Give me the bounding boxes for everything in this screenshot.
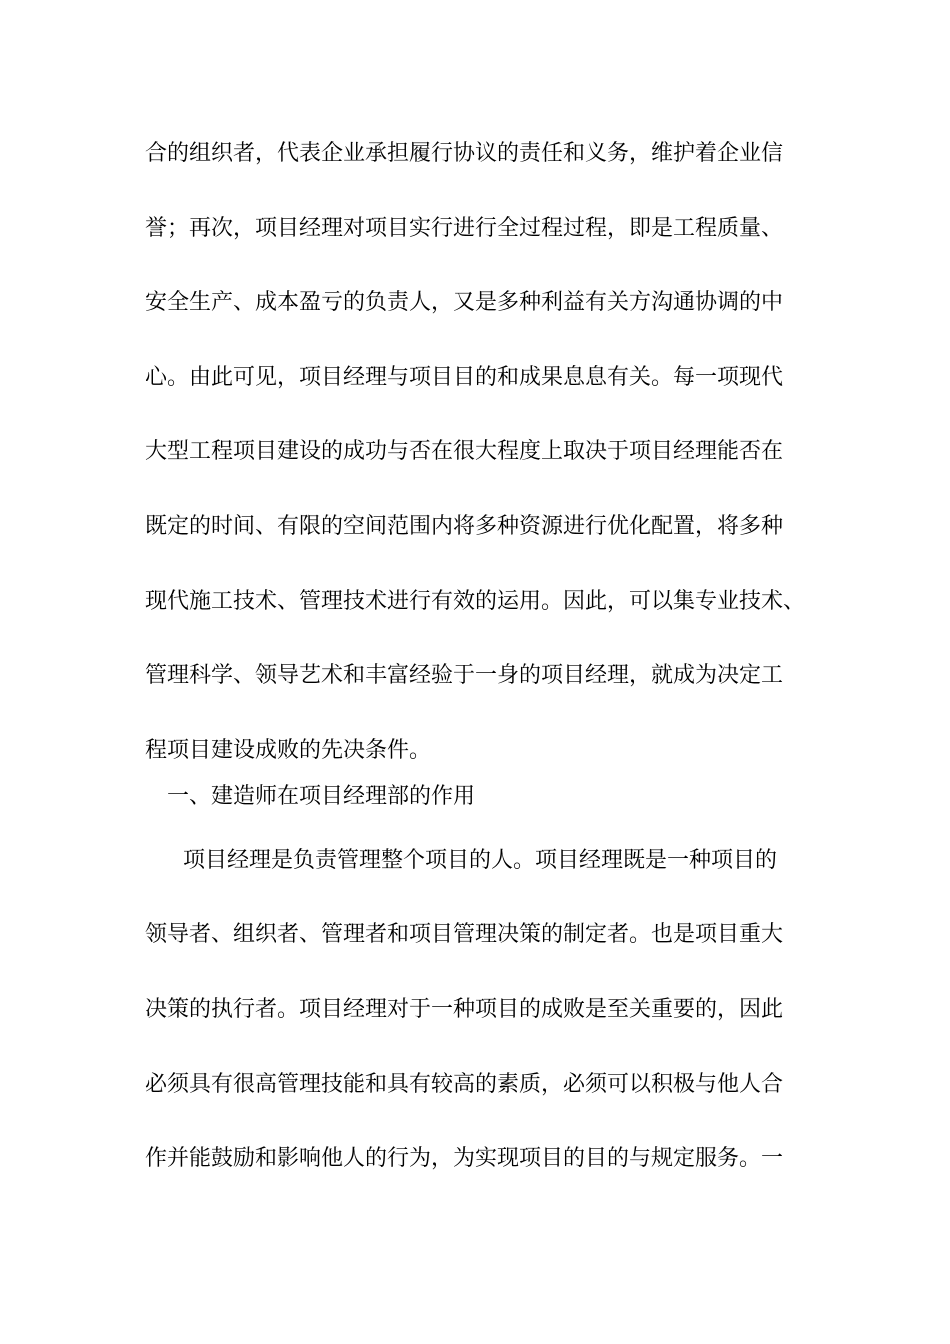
paragraph-1-line: 安全生产、成本盈亏的负责人，又是多种利益有关方沟通协调的中 <box>145 290 784 316</box>
section-heading: 一、建造师在项目经理部的作用 <box>167 783 476 809</box>
paragraph-2-line: 决策的执行者。项目经理对于一种项目的成败是至关重要的，因此 <box>145 996 784 1022</box>
paragraph-1-line: 程项目建设成败的先决条件。 <box>145 737 432 763</box>
paragraph-1-line: 管理科学、领导艺术和丰富经验于一身的项目经理，就成为决定工 <box>145 663 784 689</box>
paragraph-1-line: 心。由此可见，项目经理与项目目的和成果息息有关。每一项现代 <box>145 364 784 390</box>
paragraph-2 <box>145 837 845 1210</box>
paragraph-1-line: 合的组织者，代表企业承担履行协议的责任和义务，维护着企业信 <box>145 141 784 166</box>
paragraph-2-line: 领导者、组织者、管理者和项目管理决策的制定者。也是项目重大 <box>145 922 784 948</box>
paragraph-2-line: 项目经理是负责管理整个项目的人。项目经理既是一种项目的 <box>183 847 778 873</box>
document-body <box>145 130 845 1210</box>
paragraph-1-line: 现代施工技术、管理技术进行有效的运用。因此，可以集专业技术、 <box>145 588 806 614</box>
paragraph-1 <box>145 130 845 777</box>
paragraph-2-line: 作并能鼓励和影响他人的行为，为实现项目的目的与规定服务。一 <box>145 1146 784 1172</box>
paragraph-2-line: 必须具有很高管理技能和具有较高的素质，必须可以积极与他人合 <box>145 1071 784 1097</box>
paragraph-1-line: 既定的时间、有限的空间范围内将多种资源进行优化配置，将多种 <box>145 513 784 539</box>
paragraph-1-line: 誉；再次，项目经理对项目实行进行全过程过程，即是工程质量、 <box>145 215 784 241</box>
paragraph-1-line: 大型工程项目建设的成功与否在很大程度上取决于项目经理能否在 <box>145 439 784 465</box>
